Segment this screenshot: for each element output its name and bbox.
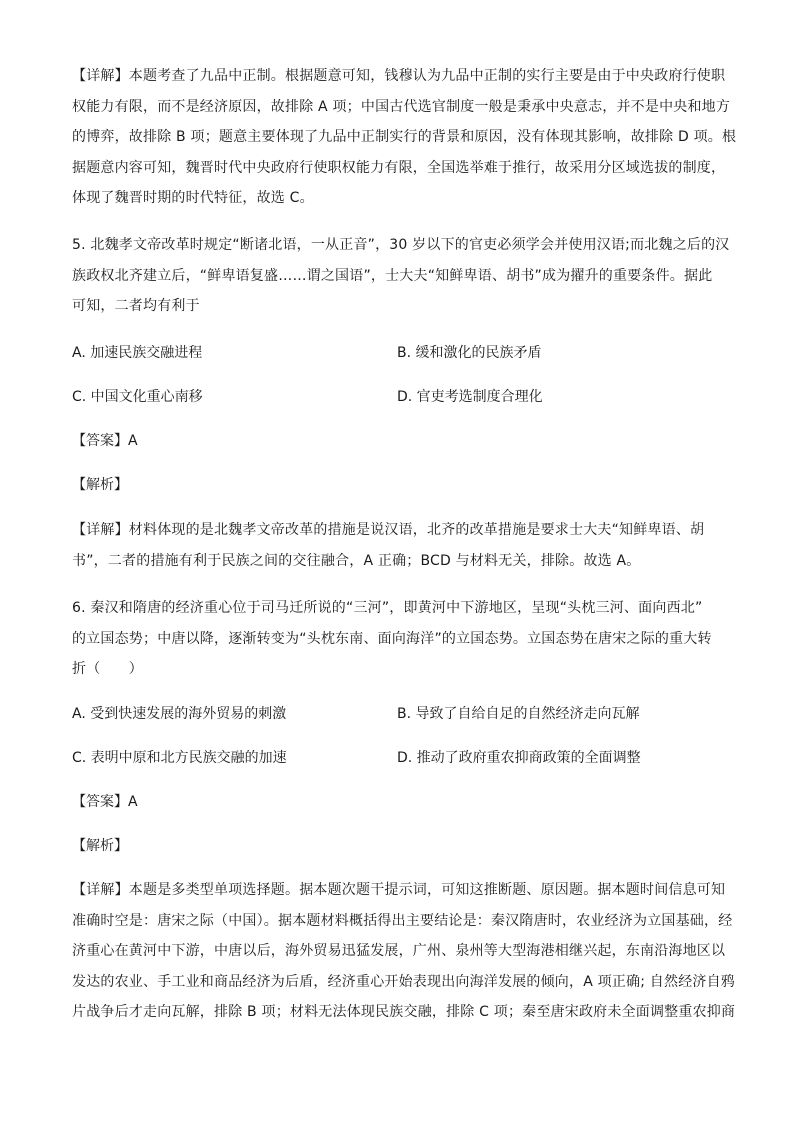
q5-option-a: A. 加速民族交融进程: [72, 345, 203, 361]
text-line: 权能力有限，而不是经济原因，故排除 A 项；中国古代选官制度一般是秉承中央意志，并不是中央和地方: [72, 98, 731, 115]
text-line: 准确时空是：唐宋之际（中国）。据本题材料概括得出主要结论是：秦汉隋唐时，农业经济为立国基础，经: [72, 912, 733, 929]
q5-answer: 【答案】A: [72, 433, 138, 449]
text-line: 济重心在黄河中下游，中唐以后，海外贸易迅猛发展，广州、泉州等大型海港相继兴起，东南沿海地区以: [72, 943, 726, 959]
text-line: 【详解】本题是多类型单项选择题。据本题次题干提示词，可知这推断题、原因题。据本题时间信息可知: [72, 882, 726, 898]
question-5-stem: [72, 230, 730, 322]
question-6-stem: [72, 593, 722, 685]
detail-paragraph-q4: [72, 61, 737, 214]
q5-detail: [72, 515, 722, 576]
text-line: 据题意内容可知，魏晋时代中央政府行使职权能力有限，全国选举难于推行，故采用分区域选拔的制度，: [72, 159, 726, 176]
q6-option-d: D. 推动了政府重农抑商政策的全面调整: [397, 750, 641, 766]
text-line: 可知，二者均有利于: [72, 298, 200, 314]
text-line: 体现了魏晋时期的时代特征，故选 C。: [72, 190, 314, 206]
text-line: 折（ ）: [72, 661, 143, 677]
q6-detail: [72, 875, 736, 1028]
text-line: 片战争后才走向瓦解，排除 B 项；材料无法体现民族交融，排除 C 项；秦至唐宋政府未全面调整重农抑商: [72, 1004, 736, 1020]
q5-option-d: D. 官吏考选制度合理化: [397, 389, 543, 405]
text-line: 发达的农业、手工业和商品经济为后盾，经济重心开始表现出向海洋发展的倾向，A 项正确; 自然经济自鸦: [72, 973, 735, 990]
q5-analysis-label: 【解析】: [72, 477, 128, 493]
text-line: 族政权北齐建立后，“鲜卑语复盛……谓之国语”，士大夫“知鲜卑语、胡书”成为擢升的重要条件。据此: [72, 267, 713, 284]
q5-option-b: B. 缓和激化的民族矛盾: [397, 345, 542, 361]
q5-option-c: C. 中国文化重心南移: [72, 389, 203, 405]
q6-answer: 【答案】A: [72, 794, 138, 810]
text-line: 的博弈，故排除 B 项；题意主要体现了九品中正制实行的背景和原因，没有体现其影响，故排除 D 项。根: [72, 129, 737, 145]
text-line: 5. 北魏孝文帝改革时规定“断诸北语，一从正音”，30 岁以下的官吏必须学会并使用汉语;而北魏之后的汉: [72, 237, 730, 253]
text-line: 书”，二者的措施有利于民族之间的交往融合，A 正确；BCD 与材料无关，排除。故选 A。: [72, 552, 641, 569]
q6-option-c: C. 表明中原和北方民族交融的加速: [72, 750, 287, 766]
q6-analysis-label: 【解析】: [72, 838, 128, 854]
q6-option-b: B. 导致了自给自足的自然经济走向瓦解: [397, 706, 640, 722]
q6-option-a: A. 受到快速发展的海外贸易的刺激: [72, 706, 287, 722]
text-line: 6. 秦汉和隋唐的经济重心位于司马迁所说的“三河”，即黄河中下游地区，呈现“头枕三河、面向西北”: [72, 600, 703, 616]
text-line: 【详解】本题考查了九品中正制。根据题意可知，钱穆认为九品中正制的实行主要是由于中央政府行使职: [72, 68, 726, 84]
text-line: 的立国态势；中唐以降，逐渐转变为“头枕东南、面向海洋”的立国态势。立国态势在唐宋之际的重大转: [72, 630, 712, 647]
text-line: 【详解】材料体现的是北魏孝文帝改革的措施是说汉语，北齐的改革措施是要求士大夫“知鲜卑语、胡: [72, 522, 705, 538]
